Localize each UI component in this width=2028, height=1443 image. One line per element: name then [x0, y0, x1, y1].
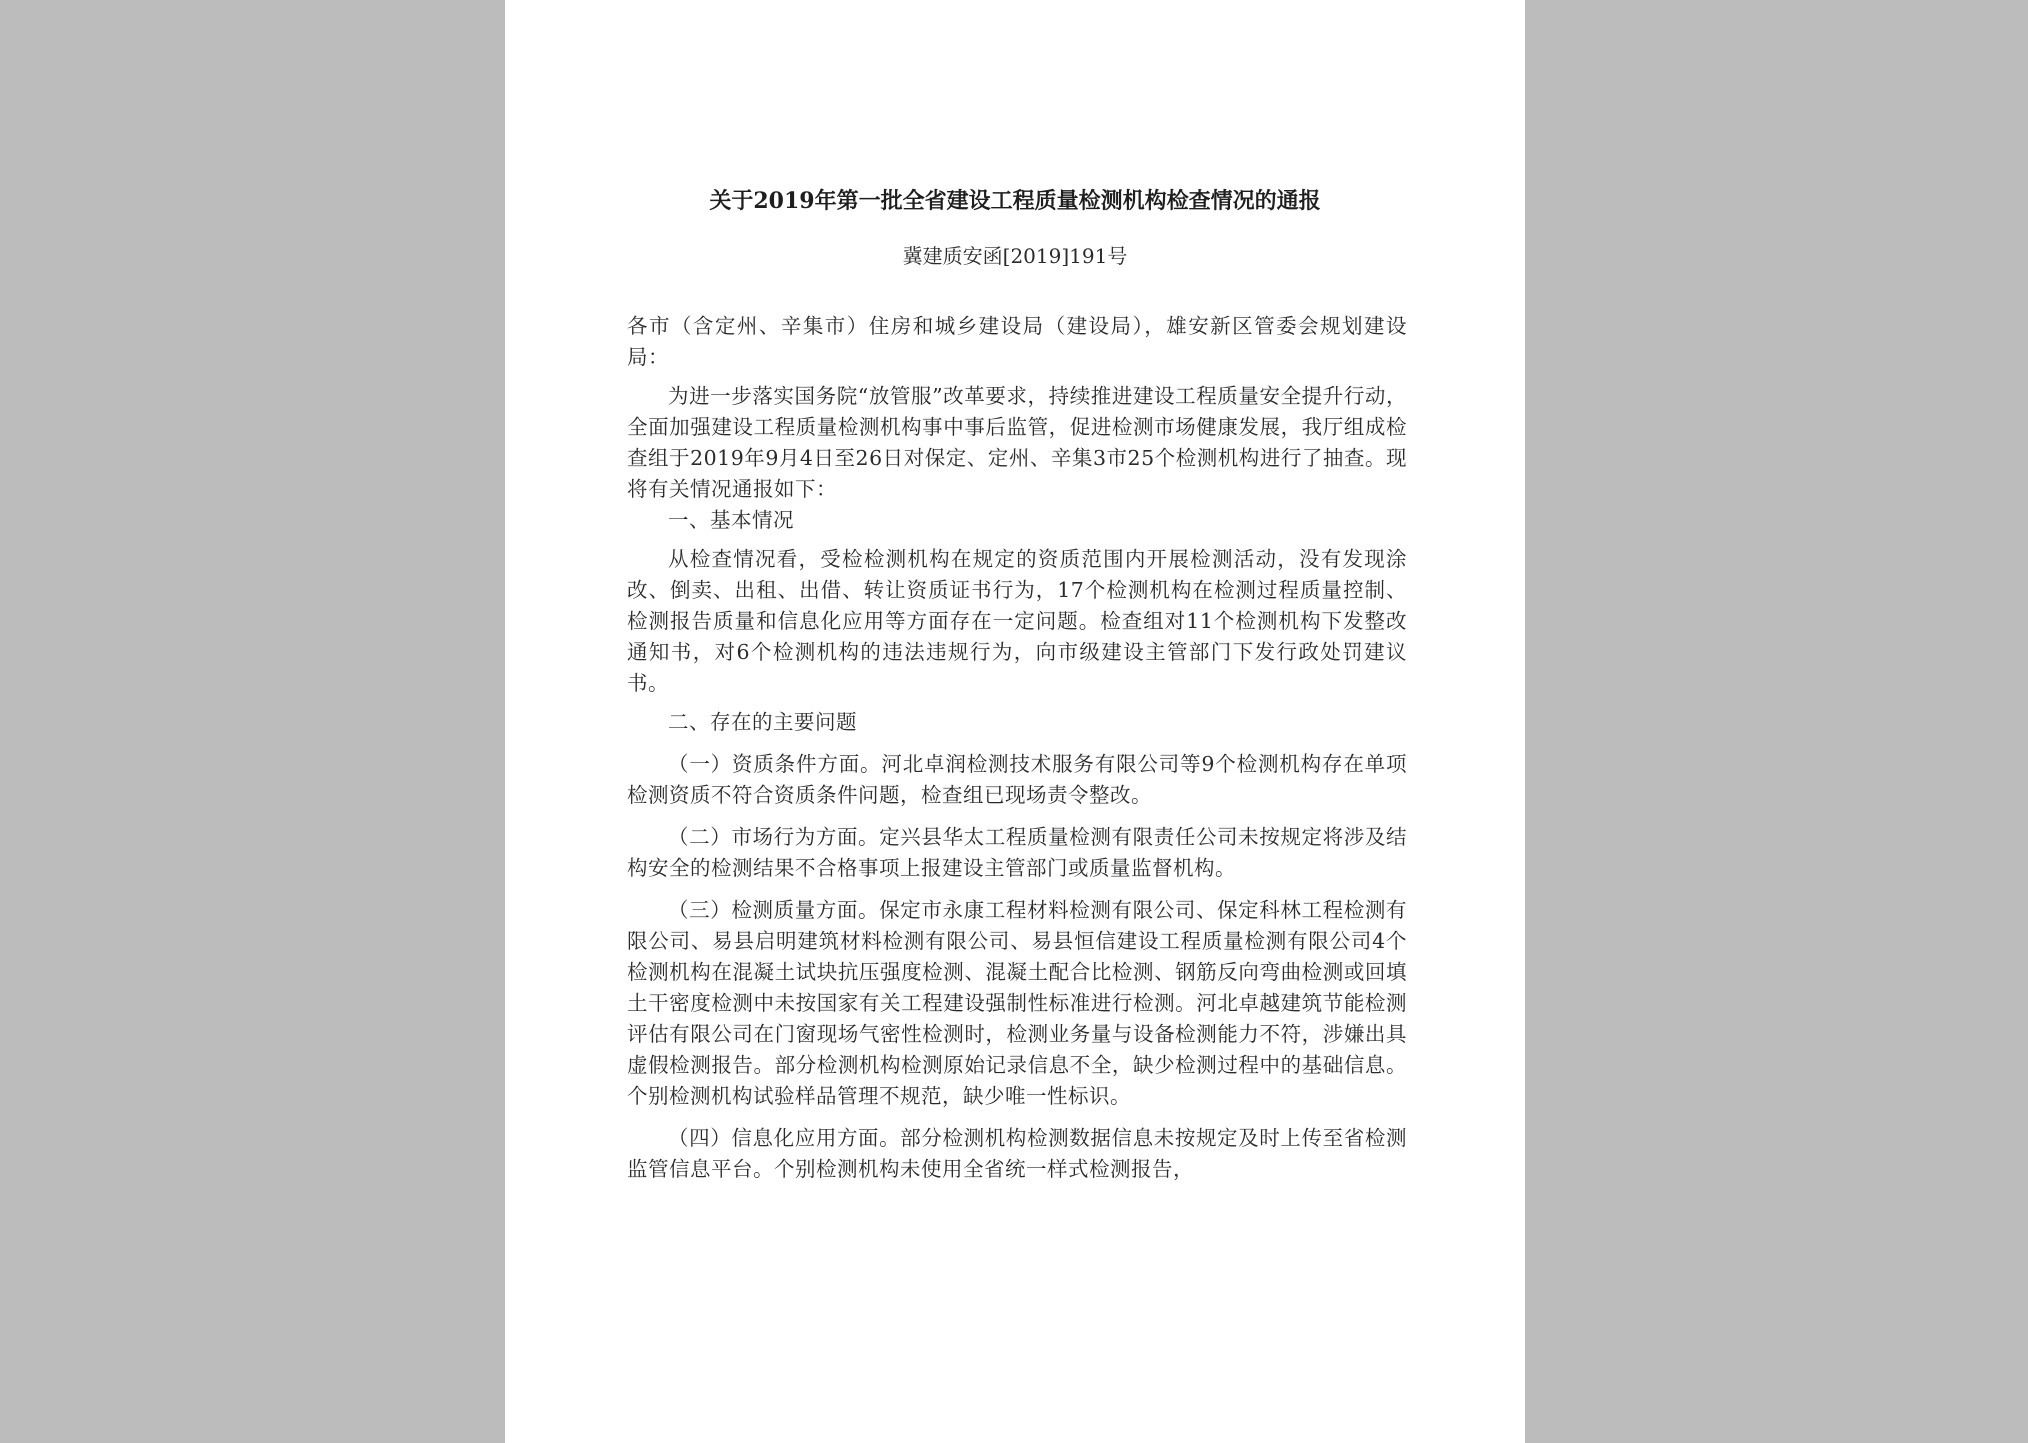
intro-paragraph: 为进一步落实国务院“放管服”改革要求，持续推进建设工程质量安全提升行动，全面加强建设工程质量检测机构事中事后监管，促进检测市场健康发展，我厅组成检查组于2019年9月4日至26日对保定、定州、辛集3市25个检测机构进行了抽查。现将有关情况通报如下： [627, 384, 1407, 501]
problem-quality-paragraph: （三）检测质量方面。保定市永康工程材料检测有限公司、保定科林工程检测有限公司、易县启明建筑材料检测有限公司、易县恒信建设工程质量检测有限公司4个检测机构在混凝土试块抗压强度检测、混凝土配合比检测、钢筋反向弯曲检测或回填土干密度检测中未按国家有关工程建设强制性标准进行检测。河北卓越建筑节能检测评估有限公司在门窗现场气密性检测时，检测业务量与设备检测能力不符，涉嫌出具虚假检测报告。部分检测机构检测原始记录信息不全，缺少检测过程中的基础信息。个别检测机构试验样品管理不规范，缺少唯一性标识。 [627, 898, 1407, 1108]
document-number: 冀建质安函[2019]191号 [902, 244, 1128, 268]
section-heading-basic: 一、基本情况 [668, 508, 794, 532]
salutation: 各市（含定州、辛集市）住房和城乡建设局（建设局），雄安新区管委会规划建设局： [627, 314, 1407, 369]
document-body [627, 311, 1407, 1185]
problem-qualification-paragraph: （一）资质条件方面。河北卓润检测技术服务有限公司等9个检测机构存在单项检测资质不符合资质条件问题，检查组已现场责令整改。 [627, 752, 1407, 807]
section-heading-problems: 二、存在的主要问题 [668, 710, 857, 734]
problem-market-paragraph: （二）市场行为方面。定兴县华太工程质量检测有限责任公司未按规定将涉及结构安全的检测结果不合格事项上报建设主管部门或质量监督机构。 [627, 825, 1407, 880]
document-page [505, 0, 1525, 1443]
document-title: 关于2019年第一批全省建设工程质量检测机构检查情况的通报 [709, 188, 1321, 214]
problem-informatization-paragraph: （四）信息化应用方面。部分检测机构检测数据信息未按规定及时上传至省检测监管信息平台。个别检测机构未使用全省统一样式检测报告， [627, 1126, 1407, 1181]
basic-situation-paragraph: 从检查情况看，受检检测机构在规定的资质范围内开展检测活动，没有发现涂改、倒卖、出租、出借、转让资质证书行为，17个检测机构在检测过程质量控制、检测报告质量和信息化应用等方面存在一定问题。检查组对11个检测机构下发整改通知书，对6个检测机构的违法违规行为，向市级建设主管部门下发行政处罚建议书。 [627, 547, 1407, 695]
